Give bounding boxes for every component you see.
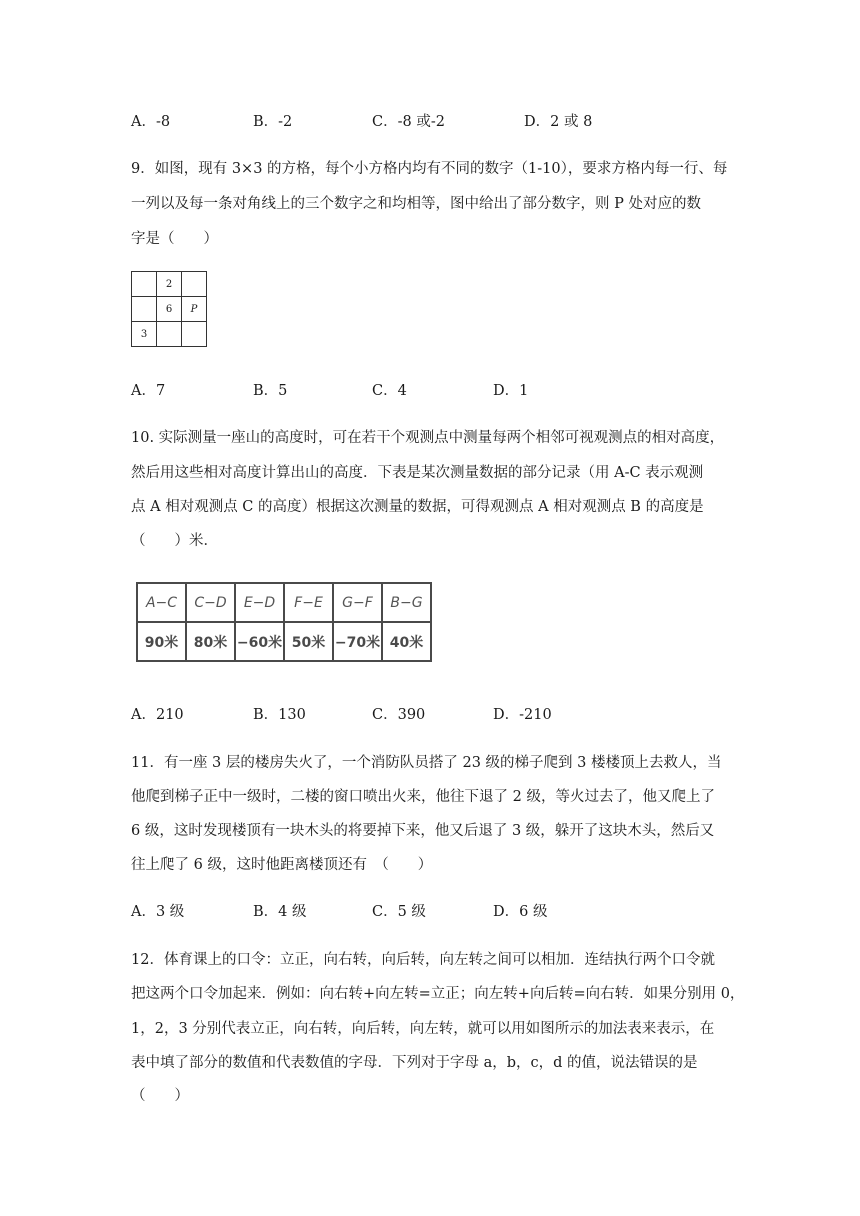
q12-text-line-5: （ ） [131,1088,189,1104]
table-value-cell: 90米 [137,622,186,661]
q9-choice-b: B．5 [253,383,288,399]
table-header-cell: B−G [382,583,431,622]
magic-square-grid [131,271,207,347]
q9-text-line-2: 一列以及每一条对角线上的三个数字之和均相等，图中给出了部分数字，则 P 处对应的数 [131,196,701,212]
q9-choice-c: C．4 [372,383,407,399]
grid-cell [157,322,182,347]
q8-choice-a: A．-8 [131,114,171,130]
table-header-cell: G−F [333,583,382,622]
q10-choice-a: A．210 [131,707,184,723]
q11-text-line-2: 他爬到梯子正中一级时，二楼的窗口喷出火来，他往下退了 2 级，等火过去了，他又爬上了 [131,789,715,805]
table-value-cell: −70米 [333,622,382,661]
grid-cell: 3 [132,322,157,347]
q8-choice-d: D．2 或 8 [524,114,593,130]
measurement-table [136,582,432,662]
table-header-cell: E−D [235,583,284,622]
grid-cell: 6 [157,297,182,322]
table-value-cell: −60米 [235,622,284,661]
grid-cell-p: P [182,297,207,322]
q10-text-line-1: 10. 实际测量一座山的高度时，可在若干个观测点中测量每两个相邻可视观测点的相对高度， [131,430,725,446]
table-value-cell: 50米 [284,622,333,661]
q12-text-line-4: 表中填了部分的数值和代表数值的字母．下列对于字母 a，b，c，d 的值，说法错误的是 [131,1055,698,1071]
q8-choice-b: B．-2 [253,114,293,130]
table-header-cell: A−C [137,583,186,622]
q8-choice-c: C．-8 或-2 [372,114,445,130]
q11-text-line-4: 往上爬了 6 级，这时他距离楼顶还有 （ ） [131,857,433,873]
q12-text-line-3: 1，2，3 分别代表立正，向右转，向后转，向左转，就可以用如图所示的加法表来表示，在 [131,1021,715,1037]
table-header-cell: F−E [284,583,333,622]
grid-cell: 2 [157,272,182,297]
q12-text-line-2: 把这两个口令加起来．例如：向右转+向左转=立正；向左转+向后转=向右转．如果分别用 0， [131,986,745,1002]
q11-choice-d: D．6 级 [493,904,548,920]
grid-cell [132,272,157,297]
q11-choice-a: A．3 级 [131,904,185,920]
table-value-cell: 40米 [382,622,431,661]
q10-choice-d: D．-210 [493,707,552,723]
grid-cell [132,297,157,322]
table-header-cell: C−D [186,583,235,622]
q12-text-line-1: 12．体育课上的口令：立正，向右转，向后转，向左转之间可以相加．连结执行两个口令就 [131,952,715,968]
q10-choice-b: B．130 [253,707,306,723]
q9-text-line-1: 9．如图，现有 3×3 的方格，每个小方格内均有不同的数字（1-10），要求方格内每一行、每 [131,161,728,177]
q10-text-line-3: 点 A 相对观测点 C 的高度）根据这次测量的数据，可得观测点 A 相对观测点 B 的高度是 [131,499,704,515]
q11-choice-b: B．4 级 [253,904,307,920]
q11-choice-c: C．5 级 [372,904,426,920]
grid-cell [182,272,207,297]
q11-text-line-3: 6 级，这时发现楼顶有一块木头的将要掉下来，他又后退了 3 级，躲开了这块木头，然后又 [131,823,715,839]
q10-choice-c: C．390 [372,707,426,723]
q9-choice-d: D．1 [493,383,529,399]
grid-cell [182,322,207,347]
q11-text-line-1: 11．有一座 3 层的楼房失火了，一个消防队员搭了 23 级的梯子爬到 3 楼楼顶上去救人，当 [131,755,722,771]
q9-text-line-3: 字是（ ） [131,231,218,247]
table-value-cell: 80米 [186,622,235,661]
q10-text-line-4: （ ）米． [131,533,218,549]
q9-choice-a: A．7 [131,383,166,399]
q10-text-line-2: 然后用这些相对高度计算出山的高度．下表是某次测量数据的部分记录（用 A-C 表示观测 [131,465,704,481]
